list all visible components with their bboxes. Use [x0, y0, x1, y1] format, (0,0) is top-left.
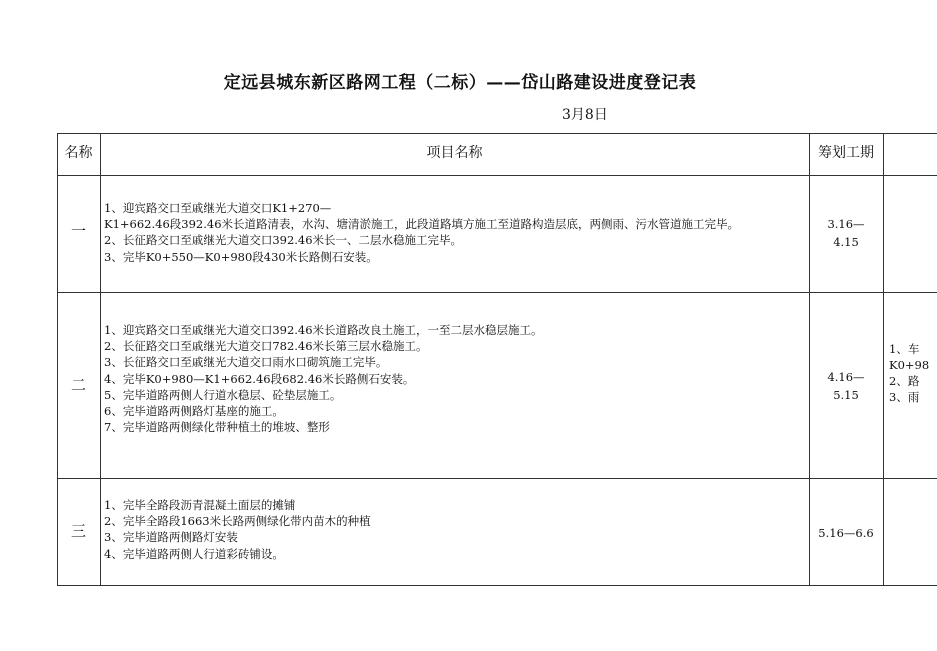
row-period — [809, 368, 883, 404]
row-name: 一 — [70, 222, 86, 240]
table-rule — [57, 585, 937, 586]
progress-table — [57, 133, 937, 586]
document-date: 3月8日 — [562, 107, 608, 123]
row-items — [104, 322, 543, 435]
header-period: 筹划工期 — [818, 145, 874, 161]
list-item: 1、完毕全路段沥青混凝土面层的摊铺 — [104, 498, 296, 512]
row-period — [809, 215, 883, 251]
remark-line: 1、车 — [889, 342, 920, 356]
table-rule — [809, 133, 810, 586]
row-items — [104, 497, 371, 562]
period-line: 4.16— — [827, 370, 865, 384]
row-items — [104, 200, 739, 265]
list-item: 4、完毕K0+980—K1+662.46段682.46米长路侧石安装。 — [104, 371, 415, 386]
list-item: 2、长征路交口至戚继光大道交口392.46米长一、二层水稳施工完毕。 — [104, 233, 463, 248]
remark-line: 3、雨 — [889, 390, 920, 404]
header-project: 项目名称 — [426, 145, 483, 161]
table-rule — [57, 133, 937, 134]
table-rule — [883, 133, 884, 586]
period-line: 5.16—6.6 — [818, 526, 874, 540]
table-rule — [57, 292, 937, 293]
document-title: 定远县城东新区路网工程（二标）——岱山路建设进度登记表 — [223, 73, 697, 93]
period-line: 5.15 — [833, 388, 859, 402]
list-item: 5、完毕道路两侧人行道水稳层、砼垫层施工。 — [104, 387, 342, 402]
list-item: 3、完毕道路两侧路灯安装 — [104, 530, 238, 545]
list-item: 6、完毕道路两侧路灯基座的施工。 — [104, 404, 284, 419]
list-item: 3、完毕K0+550—K0+980段430米长路侧石安装。 — [104, 249, 378, 264]
table-rule — [57, 133, 58, 586]
list-item: 1、迎宾路交口至戚继光大道交口K1+270— — [104, 201, 332, 215]
list-item: 4、完毕道路两侧人行道彩砖铺设。 — [104, 546, 284, 561]
list-item: 2、完毕全路段1663米长路两侧绿化带内苗木的种植 — [104, 514, 371, 529]
list-item: 1、迎宾路交口至戚继光大道交口392.46米长道路改良土施工，一至二层水稳层施工。 — [104, 323, 543, 337]
table-rule — [57, 175, 937, 176]
row-period — [809, 524, 883, 542]
period-line: 3.16— — [827, 217, 865, 231]
list-item: 2、长征路交口至戚继光大道交口782.46米长第三层水稳施工。 — [104, 339, 428, 354]
header-name: 名称 — [64, 145, 93, 161]
list-item: 3、长征路交口至戚继光大道交口雨水口砌筑施工完毕。 — [104, 355, 388, 370]
remark-line: 2、路 — [889, 374, 920, 388]
remark-line: K0+98 — [889, 358, 930, 372]
remark-cell — [889, 341, 929, 405]
row-name: 三 — [70, 522, 86, 540]
list-item: K1+662.46段392.46米长道路清表，水沟、塘清淤施工，此段道路填方施工至道路构造层底，两侧雨、污水管道施工完毕。 — [104, 217, 740, 232]
period-line: 4.15 — [833, 235, 859, 249]
table-rule — [57, 478, 937, 479]
row-name: 二 — [70, 376, 86, 394]
list-item: 7、完毕道路两侧绿化带种植土的堆坡、整形 — [104, 420, 330, 435]
table-rule — [100, 133, 101, 586]
